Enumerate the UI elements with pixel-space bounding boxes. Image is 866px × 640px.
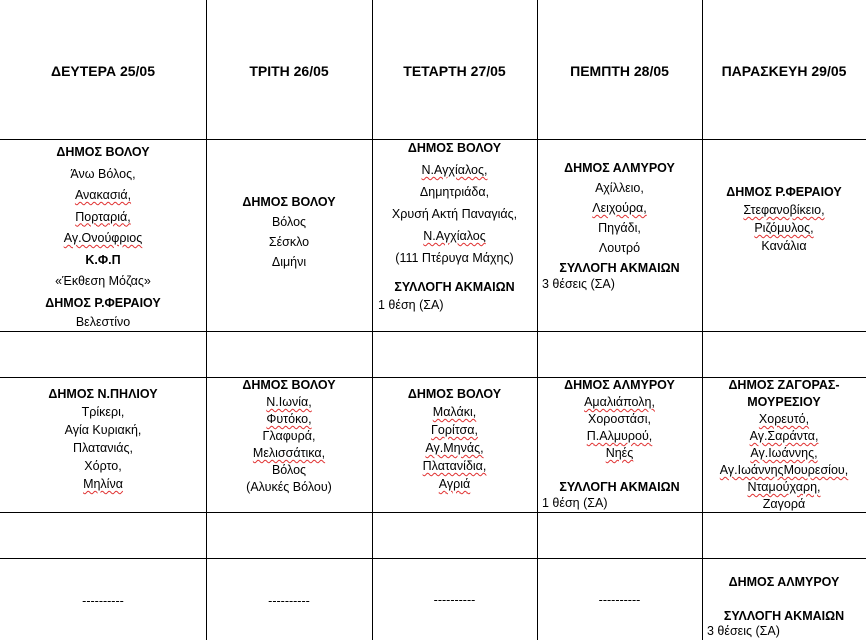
header-wednesday: ΤΕΤΑΡΤΗ 27/05	[403, 63, 506, 79]
place-name: Πηγάδι,	[598, 221, 641, 235]
place-name: Στεφανοβίκειο,	[743, 203, 825, 217]
cell-r1-thursday	[537, 158, 702, 258]
place-name: Αγ.Σαράντα,	[749, 429, 819, 443]
collection-title: ΣΥΛΛΟΓΗ ΑΚΜΑΙΩΝ	[394, 280, 515, 294]
place-name: Διμήνι	[271, 255, 307, 269]
place-name: Αγ.Ιωάννης,	[750, 446, 818, 460]
place-name: Κανάλια	[761, 239, 807, 253]
municipality-title: ΔΗΜΟΣ ΑΛΜΥΡΟΥ	[728, 575, 840, 589]
header-monday: ΔΕΥΤΕΡΑ 25/05	[51, 63, 155, 79]
municipality-title: ΔΗΜΟΣ ΒΟΛΟΥ	[56, 145, 150, 159]
place-name: Αγριά	[438, 477, 471, 491]
place-name: Γλαφυρά,	[262, 429, 316, 443]
empty-marker: ----------	[82, 594, 124, 608]
header-tuesday: ΤΡΙΤΗ 26/05	[249, 63, 329, 79]
header-thursday: ΠΕΜΠΤΗ 28/05	[570, 63, 669, 79]
grid-line	[372, 0, 373, 640]
place-name: Βελεστίνο	[75, 315, 131, 329]
place-name: Μελισσάτικα,	[252, 446, 326, 460]
collection-note: 3 θέσεις (ΣΑ)	[542, 277, 615, 291]
cell-r1-friday	[702, 183, 866, 255]
place-name: Μαλάκι,	[432, 405, 477, 419]
place-name: Ν.Αγχίαλος	[423, 229, 486, 243]
place-name: Χρυσή Ακτή Παναγιάς,	[391, 207, 518, 221]
place-name: (111 Πτέρυγα Μάχης)	[395, 251, 514, 265]
empty-marker: ----------	[433, 593, 476, 607]
collection-note: 3 θέσεις (ΣΑ)	[707, 624, 780, 638]
place-name: Ν.Αγχίαλος,	[421, 163, 488, 177]
municipality-title-cont: ΜΟΥΡΕΣΙΟΥ	[747, 395, 821, 409]
place-name: Πλατανίδια,	[422, 459, 487, 473]
cell-r2-tuesday	[206, 377, 372, 496]
place-name: Βόλος	[271, 463, 307, 477]
collection-title: ΣΥΛΛΟΓΗ ΑΚΜΑΙΩΝ	[559, 261, 680, 275]
municipality-title: ΔΗΜΟΣ Ρ.ΦΕΡΑΙΟΥ	[726, 185, 842, 199]
header-friday: ΠΑΡΑΣΚΕΥΗ 29/05	[721, 63, 847, 79]
organization-title: Κ.Φ.Π	[85, 252, 121, 267]
place-name: Δημητριάδα,	[419, 185, 490, 199]
municipality-title: ΔΗΜΟΣ Ρ.ΦΕΡΑΙΟΥ	[45, 295, 161, 310]
collection-title: ΣΥΛΛΟΓΗ ΑΚΜΑΙΩΝ	[559, 480, 680, 494]
place-name: Χόρτο,	[84, 459, 122, 473]
empty-marker: ----------	[268, 594, 310, 608]
collection-note: 1 θέση (ΣΑ)	[378, 298, 444, 312]
place-name: Λουτρό	[598, 241, 641, 255]
place-name: Βόλος	[271, 215, 307, 229]
place-name: Ζαγορά	[762, 497, 806, 511]
place-name: Αγ.Ονούφριος	[63, 231, 143, 245]
municipality-title: ΔΗΜΟΣ ΒΟΛΟΥ	[242, 378, 336, 392]
collection-note: 1 θέση (ΣΑ)	[542, 496, 608, 510]
municipality-title: ΔΗΜΟΣ ΑΛΜΥΡΟΥ	[564, 161, 675, 175]
cell-r2-wednesday	[372, 385, 537, 493]
place-name: Ν.Ιωνία,	[266, 395, 312, 409]
place-name: Νταμούχαρη,	[747, 480, 821, 494]
cell-r2-monday	[0, 385, 206, 493]
grid-line	[0, 558, 866, 559]
place-name: Χορευτό,	[758, 412, 810, 426]
collection-title: ΣΥΛΛΟΓΗ ΑΚΜΑΙΩΝ	[723, 609, 845, 623]
municipality-title: ΔΗΜΟΣ ΑΛΜΥΡΟΥ	[564, 378, 675, 392]
cell-r2-friday	[702, 377, 866, 513]
place-name: Νηές	[605, 446, 634, 460]
place-name: Π.Αλμυρού,	[586, 429, 653, 443]
event-name: «Έκθεση Μόζας»	[55, 274, 151, 288]
place-name: (Αλυκές Βόλου)	[246, 480, 332, 494]
place-name: Πλατανιάς,	[72, 441, 134, 455]
place-name: Ριζόμυλος,	[754, 221, 814, 235]
place-name: Αχίλλειο,	[595, 181, 644, 195]
place-name: Πορταριά,	[75, 209, 131, 224]
place-name: Γορίτσα,	[431, 423, 478, 437]
municipality-title: ΔΗΜΟΣ Ν.ΠΗΛΙΟΥ	[48, 387, 158, 401]
place-name: Τρίκερι,	[81, 405, 125, 419]
place-name: Φυτόκο,	[266, 412, 312, 426]
cell-r1-tuesday	[206, 192, 372, 272]
place-name: Σέσκλο	[268, 235, 310, 249]
place-name: Αμαλιάπολη,	[584, 395, 655, 409]
place-name: Λειχούρα,	[592, 201, 647, 215]
cell-r1-monday	[0, 142, 206, 330]
place-name: Άνω Βόλος,	[70, 166, 136, 181]
grid-line	[206, 0, 207, 640]
place-name: Μηλίνα	[83, 477, 123, 491]
place-name: Αγ.Μηνάς,	[425, 441, 484, 455]
place-name: Χοροστάσι,	[587, 412, 652, 426]
grid-line	[702, 0, 703, 640]
grid-line	[537, 0, 538, 640]
empty-marker: ----------	[598, 593, 641, 607]
place-name: Αγ.ΙωάννηςΜουρεσίου,	[719, 463, 849, 477]
municipality-title: ΔΗΜΟΣ ΒΟΛΟΥ	[407, 141, 502, 155]
place-name: Αγία Κυριακή,	[64, 423, 142, 437]
place-name: Ανακασιά,	[74, 188, 132, 202]
municipality-title: ΔΗΜΟΣ ΒΟΛΟΥ	[242, 195, 336, 209]
municipality-title: ΔΗΜΟΣ ΒΟΛΟΥ	[407, 387, 502, 401]
cell-r2-thursday	[537, 377, 702, 462]
grid-line	[0, 331, 866, 332]
municipality-title: ΔΗΜΟΣ ΖΑΓΟΡΑΣ-	[728, 378, 840, 392]
cell-r1-wednesday	[372, 137, 537, 269]
